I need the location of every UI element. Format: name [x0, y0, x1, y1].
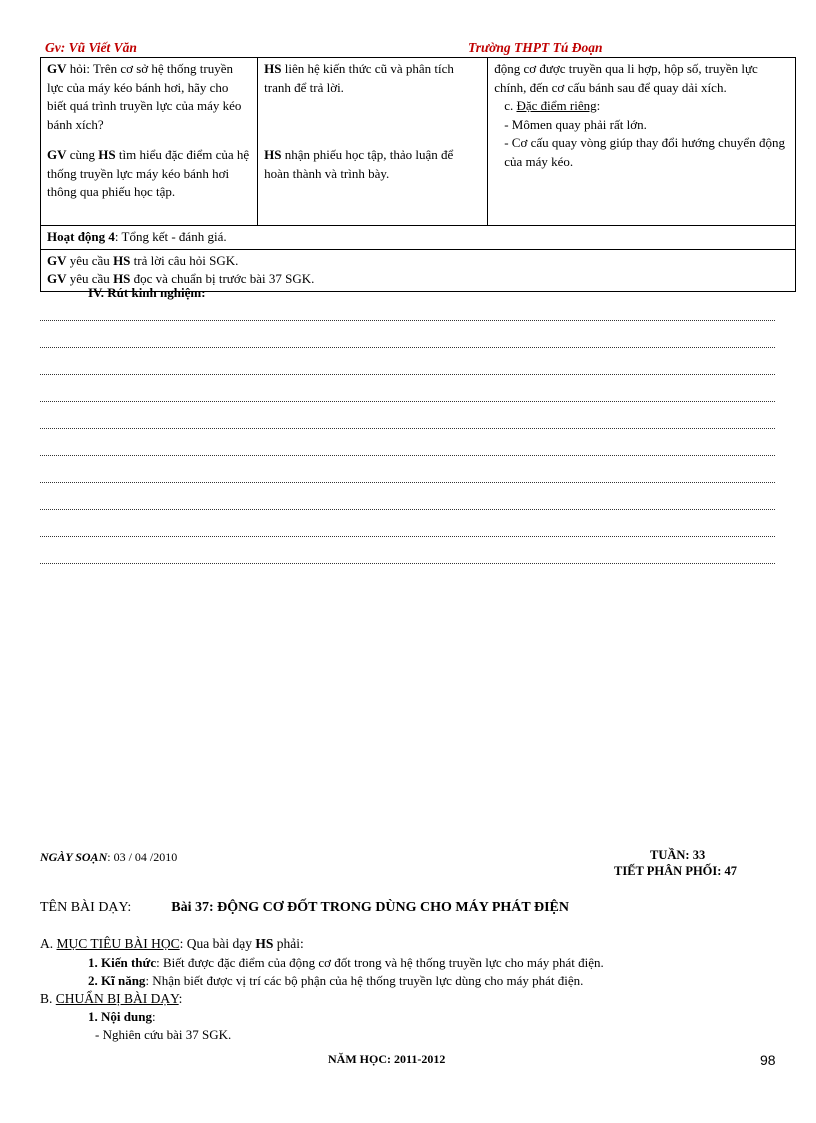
note-line — [40, 347, 775, 348]
lesson-activity-table — [40, 57, 796, 292]
note-line — [40, 482, 775, 483]
note-line — [40, 320, 775, 321]
note-line — [40, 563, 775, 564]
content-cell: động cơ được truyền qua li hợp, hộp số, truyền lực chính, đến cơ cấu bánh sau để quay dải xích. c. Đặc điểm riêng: - Mômen quay phải rất lớn. - Cơ cấu quay vòng giúp thay đổi hướng chuyển động của máy kéo. — [488, 58, 796, 226]
table-row — [41, 58, 796, 226]
activity-4-cell: Hoạt động 4: Tổng kết - đánh giá. — [41, 226, 796, 250]
summary-cell: GV yêu cầu HS trả lời câu hỏi SGK. GV yêu cầu HS đọc và chuẩn bị trước bài 37 SGK. — [41, 249, 796, 291]
teacher-name: Gv: Vũ Viết Văn — [45, 40, 137, 55]
teacher-activity-cell: GV hỏi: Trên cơ sở hệ thống truyền lực của máy kéo bánh hơi, hãy cho biết quá trình truyền lực của máy kéo bánh xích? GV cùng HS tìm hiểu đặc điểm của hệ thống truyền lực máy kéo bánh hơi thông qua phiếu học tập. — [41, 58, 258, 226]
content-item: - Nghiên cứu bài 37 SGK. — [95, 1027, 232, 1042]
content-heading: 1. Nội dung: — [88, 1009, 156, 1024]
note-line — [40, 374, 775, 375]
preparation-date: NGÀY SOẠN: 03 / 04 /2010 — [40, 850, 178, 864]
school-name: Trường THPT Tú Đoạn — [468, 40, 603, 55]
section-iv-heading: IV. Rút kinh nghiệm: — [88, 285, 206, 300]
section-a-heading: A. MỤC TIÊU BÀI HỌC: Qua bài dạy HS phải: — [40, 936, 304, 951]
note-line — [40, 455, 775, 456]
note-line — [40, 509, 775, 510]
week-number: TUẦN: 33 — [650, 848, 706, 862]
section-b-heading: B. CHUẨN BỊ BÀI DẠY: — [40, 991, 183, 1006]
note-line — [40, 536, 775, 537]
lesson-title: TÊN BÀI DẠY: Bài 37: ĐỘNG CƠ ĐỐT TRONG DÙNG CHO MÁY PHÁT ĐIỆN — [40, 900, 569, 915]
objective-knowledge: 1. Kiến thức: Biết được đặc điểm của động cơ đốt trong và hệ thống truyền lực cho máy phát điện. — [88, 955, 604, 970]
note-line — [40, 428, 775, 429]
student-activity-cell: HS liên hệ kiến thức cũ và phân tích tranh để trả lời. HS nhận phiếu học tập, thảo luận để hoàn thành và trình bày. — [258, 58, 488, 226]
objective-skills: 2. Kĩ năng: Nhận biết được vị trí các bộ phận của hệ thống truyền lực dùng cho máy phát điện. — [88, 973, 584, 988]
note-line — [40, 401, 775, 402]
period-number: TIẾT PHÂN PHỐI: 47 — [614, 864, 738, 878]
table-row — [41, 226, 796, 250]
school-year: NĂM HỌC: 2011-2012 — [328, 1052, 446, 1066]
page-number: 98 — [760, 1052, 776, 1068]
